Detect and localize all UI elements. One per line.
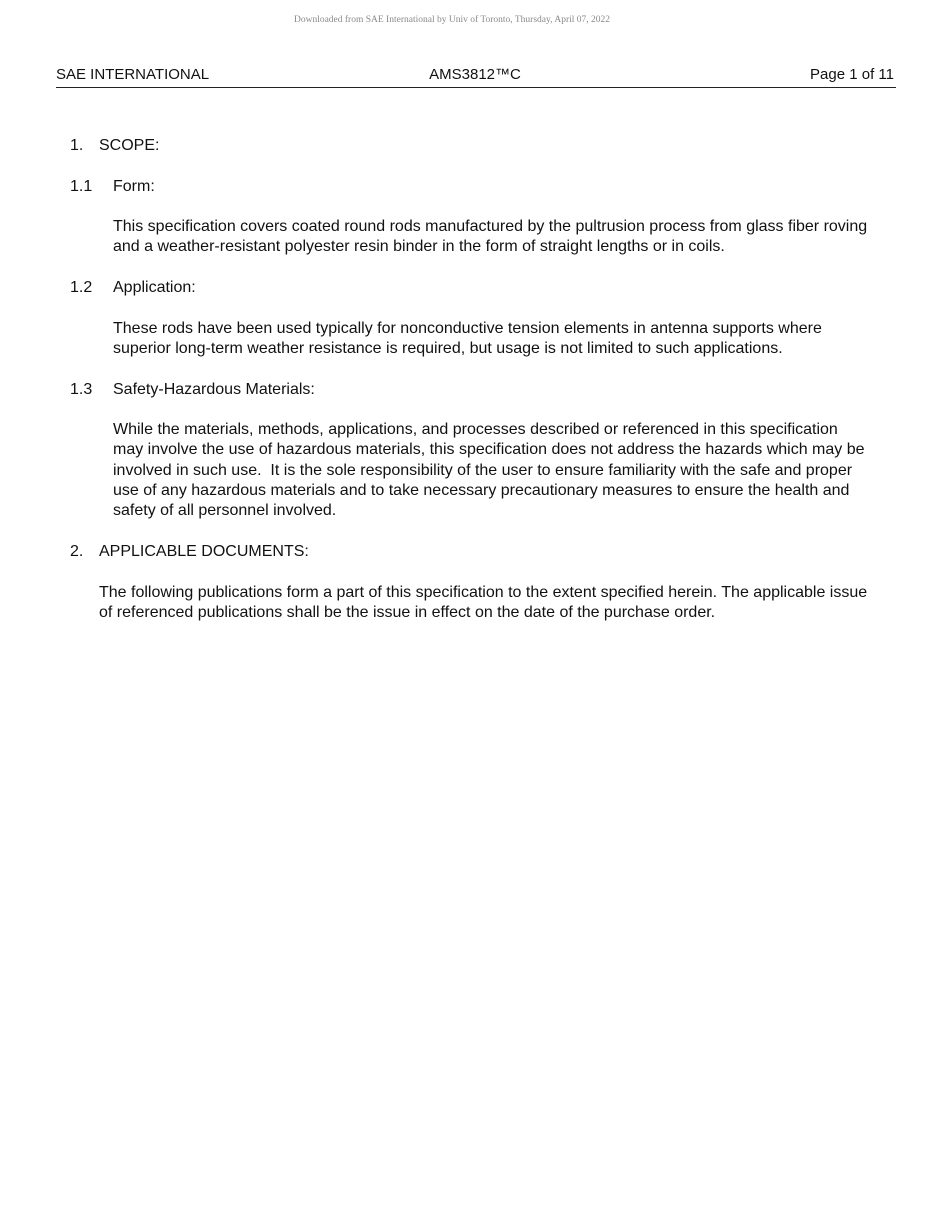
section-form-text: This specification covers coated round rods manufactured by the pultrusion process from glass fiber roving and a weather-resistant polyester resin binder in the form of straight lengths or in coils.: [113, 218, 868, 256]
section-application-text: These rods have been used typically for nonconductive tension elements in antenna supports where superior long-term weather resistance is required, but usage is not limited to such applications.: [113, 319, 822, 357]
section-number: 2.: [70, 543, 84, 561]
section-form-heading: [70, 177, 870, 197]
header-page-number: Page 1 of 11: [810, 66, 894, 83]
page-header: [56, 66, 896, 88]
section-title: SCOPE:: [99, 137, 160, 154]
section-title: APPLICABLE DOCUMENTS:: [99, 543, 309, 561]
section-number: 1.3: [70, 380, 93, 398]
section-safety-heading: [70, 380, 870, 400]
section-title: Application:: [113, 279, 196, 297]
section-safety-text: While the materials, methods, applications, and processes described or referenced in this specification may involve the use of hazardous materials, this specification does not address the hazards which may be involved in such use. It is the sole responsibility of the user to ensure familiarity with the safe and proper use of any hazardous materials and to take necessary precautionary measures to ensure the health and safety of all personnel involved.: [113, 421, 869, 520]
section-applicable-documents-heading: [70, 542, 870, 562]
section-title: Form:: [113, 177, 155, 195]
section-application-heading: [70, 278, 870, 298]
section-applicable-documents-text: The following publications form a part of this specification to the extent specified herein. The applicable issue of referenced publications shall be the issue in effect on the date of the purchase order.: [99, 583, 868, 621]
section-number: 1.1: [70, 177, 93, 195]
section-number: 1.: [70, 137, 84, 154]
header-organization: SAE INTERNATIONAL: [56, 66, 210, 83]
section-scope-heading: [70, 136, 870, 156]
section-number: 1.2: [70, 279, 93, 297]
header-document-id: AMS3812™C: [429, 66, 521, 83]
download-notice: Downloaded from SAE International by Univ of Toronto, Thursday, April 07, 2022: [293, 15, 611, 25]
document-body: [70, 136, 870, 644]
section-title: Safety-Hazardous Materials:: [113, 380, 315, 398]
